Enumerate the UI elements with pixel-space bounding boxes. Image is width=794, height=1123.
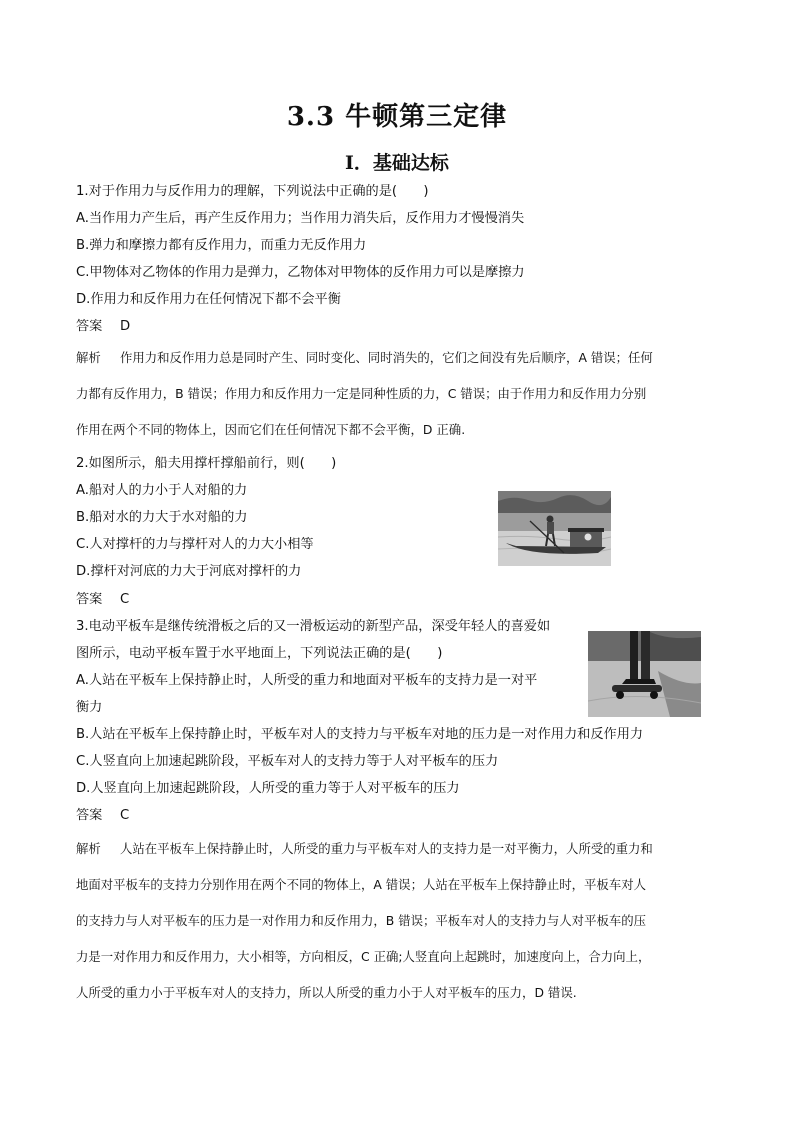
- q3-answer: [76, 807, 129, 825]
- answer-label: 答案: [76, 592, 103, 607]
- q2-stem: 2.如图所示，船夫用撑杆撑船前行，则( ): [76, 456, 337, 471]
- q3-solution-line-3: 的支持力与人对平板车的压力是一对作用力和反作用力，B 错误；平板车对人的支持力与人对平板车的压: [76, 913, 647, 928]
- answer-label: 答案: [76, 808, 103, 823]
- q3-option-c: C.人竖直向上加速起跳阶段，平板车对人的支持力等于人对平板车的压力: [76, 754, 499, 769]
- q1-option-c: C.甲物体对乙物体的作用力是弹力，乙物体对甲物体的反作用力可以是摩擦力: [76, 265, 525, 280]
- q1-option-a: A.当作用力产生后，再产生反作用力；当作用力消失后，反作用力才慢慢消失: [76, 211, 525, 226]
- q2-answer: [76, 591, 129, 609]
- q1-option-d: D.作用力和反作用力在任何情况下都不会平衡: [76, 292, 341, 307]
- solution-label: 解析: [76, 841, 101, 856]
- q3-option-d: D.人竖直向上加速起跳阶段，人所受的重力等于人对平板车的压力: [76, 781, 460, 796]
- q1-solution-line-2: 力都有反作用力，B 错误；作用力和反作用力一定是同种性质的力，C 错误；由于作用力和反作用力分别: [76, 386, 647, 401]
- q3-solution-line-5: 人所受的重力小于平板车对人的支持力，所以人所受的重力小于人对平板车的压力，D 错误.: [76, 985, 577, 1000]
- solution-label: 解析: [76, 350, 101, 365]
- answer-value: C: [120, 592, 130, 607]
- q3-solution-line-1: [76, 840, 653, 858]
- solution-text: 作用力和反作用力总是同时产生、同时变化、同时消失的，它们之间没有先后顺序，A 错误；任何: [120, 350, 653, 365]
- answer-value: C: [120, 808, 130, 823]
- q2-option-c: C.人对撑杆的力与撑杆对人的力大小相等: [76, 537, 314, 552]
- q2-option-a: A.船对人的力小于人对船的力: [76, 483, 248, 498]
- q1-solution-line-3: 作用在两个不同的物体上，因而它们在任何情况下都不会平衡，D 正确.: [76, 422, 466, 437]
- q1-solution-line-1: [76, 349, 653, 367]
- q1-option-b: B.弹力和摩擦力都有反作用力，而重力无反作用力: [76, 238, 367, 253]
- section-heading: Ⅰ．基础达标: [345, 152, 449, 174]
- q3-stem-line-1: 3.电动平板车是继传统滑板之后的又一滑板运动的新型产品，深受年轻人的喜爱如: [76, 619, 551, 634]
- answer-value: D: [120, 319, 131, 334]
- q1-answer: [76, 318, 130, 336]
- q3-option-a-cont: 衡力: [76, 700, 103, 715]
- solution-text: 人站在平板车上保持静止时，人所受的重力与平板车对人的支持力是一对平衡力，人所受的重力和: [120, 841, 653, 856]
- q3-solution-line-4: 力是一对作用力和反作用力，大小相等，方向相反，C 正确;人竖直向上起跳时，加速度向上，合力向上，: [76, 949, 651, 964]
- q2-option-b: B.船对水的力大于水对船的力: [76, 510, 248, 525]
- q3-stem-line-2: 图所示，电动平板车置于水平地面上，下列说法正确的是( ): [76, 646, 443, 661]
- q2-option-d: D.撑杆对河底的力大于河底对撑杆的力: [76, 564, 302, 579]
- scooter-photo: [588, 631, 701, 717]
- q3-solution-line-2: 地面对平板车的支持力分别作用在两个不同的物体上，A 错误；人站在平板车上保持静止时，平板车对人: [76, 877, 646, 892]
- page-title: 3.3 牛顿第三定律: [286, 102, 508, 132]
- q3-option-b: B.人站在平板车上保持静止时，平板车对人的支持力与平板车对地的压力是一对作用力和反作用力: [76, 727, 644, 742]
- answer-label: 答案: [76, 319, 103, 334]
- boatman-photo: [498, 491, 611, 566]
- q3-option-a: A.人站在平板车上保持静止时，人所受的重力和地面对平板车的支持力是一对平: [76, 673, 538, 688]
- q1-stem: 1.对于作用力与反作用力的理解，下列说法中正确的是( ): [76, 184, 429, 199]
